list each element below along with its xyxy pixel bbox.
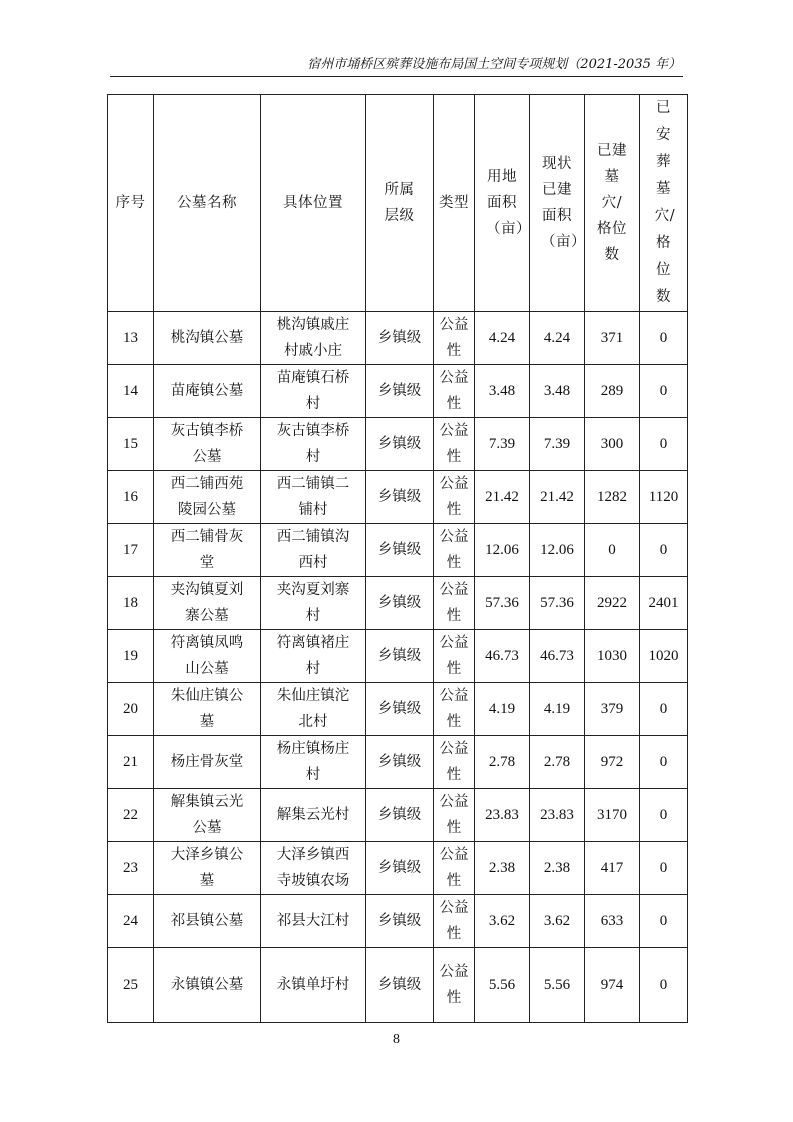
cell-built-area: 2.78 xyxy=(530,736,585,789)
cell-location: 朱仙庄镇沱北村 xyxy=(261,683,366,736)
cell-buried-plots: 0 xyxy=(640,365,688,418)
cell-land-area: 3.62 xyxy=(475,895,530,948)
cell-name: 解集镇云光公墓 xyxy=(154,789,261,842)
cell-built-area: 21.42 xyxy=(530,471,585,524)
table-row xyxy=(108,312,688,365)
table-row xyxy=(108,630,688,683)
col-header-index: 序号 xyxy=(108,95,154,312)
cemetery-table xyxy=(107,94,688,1023)
cell-location: 永镇单圩村 xyxy=(261,948,366,1023)
cell-level: 乡镇级 xyxy=(366,842,434,895)
cell-buried-plots: 0 xyxy=(640,736,688,789)
cell-index: 19 xyxy=(108,630,154,683)
cell-built-area: 12.06 xyxy=(530,524,585,577)
cell-level: 乡镇级 xyxy=(366,418,434,471)
cell-built-area: 4.19 xyxy=(530,683,585,736)
cell-name: 苗庵镇公墓 xyxy=(154,365,261,418)
table-row xyxy=(108,948,688,1023)
table-header-row xyxy=(108,95,688,312)
cell-buried-plots: 0 xyxy=(640,895,688,948)
table-row xyxy=(108,524,688,577)
cell-index: 24 xyxy=(108,895,154,948)
cell-location: 符离镇褚庄村 xyxy=(261,630,366,683)
cell-name: 大泽乡镇公墓 xyxy=(154,842,261,895)
cell-location: 西二铺镇沟西村 xyxy=(261,524,366,577)
cell-name: 西二铺西苑陵园公墓 xyxy=(154,471,261,524)
cell-built-plots: 974 xyxy=(585,948,640,1023)
cell-index: 25 xyxy=(108,948,154,1023)
cell-level: 乡镇级 xyxy=(366,365,434,418)
cell-type: 公益性 xyxy=(434,418,475,471)
cell-built-plots: 379 xyxy=(585,683,640,736)
cell-name: 符离镇凤鸣山公墓 xyxy=(154,630,261,683)
table-row xyxy=(108,577,688,630)
cell-location: 桃沟镇戚庄村戚小庄 xyxy=(261,312,366,365)
cell-type: 公益性 xyxy=(434,895,475,948)
col-header-land-area: 用地面积（亩） xyxy=(475,95,530,312)
cell-index: 13 xyxy=(108,312,154,365)
cell-name: 永镇镇公墓 xyxy=(154,948,261,1023)
cell-index: 21 xyxy=(108,736,154,789)
table-row xyxy=(108,365,688,418)
cell-type: 公益性 xyxy=(434,683,475,736)
col-header-level: 所属层级 xyxy=(366,95,434,312)
cell-type: 公益性 xyxy=(434,842,475,895)
cell-buried-plots: 1020 xyxy=(640,630,688,683)
cell-type: 公益性 xyxy=(434,471,475,524)
cell-name: 桃沟镇公墓 xyxy=(154,312,261,365)
col-header-built-plots: 已建墓穴/格位数 xyxy=(585,95,640,312)
cell-index: 23 xyxy=(108,842,154,895)
cell-type: 公益性 xyxy=(434,577,475,630)
cell-built-area: 57.36 xyxy=(530,577,585,630)
cell-name: 朱仙庄镇公墓 xyxy=(154,683,261,736)
cell-location: 祁县大江村 xyxy=(261,895,366,948)
cell-type: 公益性 xyxy=(434,365,475,418)
cell-index: 16 xyxy=(108,471,154,524)
cell-level: 乡镇级 xyxy=(366,471,434,524)
cell-index: 14 xyxy=(108,365,154,418)
cell-buried-plots: 1120 xyxy=(640,471,688,524)
cell-land-area: 2.78 xyxy=(475,736,530,789)
table-row xyxy=(108,895,688,948)
cell-buried-plots: 0 xyxy=(640,683,688,736)
cell-built-plots: 972 xyxy=(585,736,640,789)
cell-built-plots: 1282 xyxy=(585,471,640,524)
cell-location: 解集云光村 xyxy=(261,789,366,842)
cell-land-area: 57.36 xyxy=(475,577,530,630)
cell-buried-plots: 0 xyxy=(640,948,688,1023)
cell-buried-plots: 0 xyxy=(640,312,688,365)
table-row xyxy=(108,471,688,524)
header-rule xyxy=(110,76,683,77)
cell-built-area: 2.38 xyxy=(530,842,585,895)
cell-built-plots: 289 xyxy=(585,365,640,418)
cell-type: 公益性 xyxy=(434,736,475,789)
cell-land-area: 4.19 xyxy=(475,683,530,736)
cell-location: 杨庄镇杨庄村 xyxy=(261,736,366,789)
cell-land-area: 23.83 xyxy=(475,789,530,842)
cell-built-area: 3.48 xyxy=(530,365,585,418)
cell-name: 杨庄骨灰堂 xyxy=(154,736,261,789)
cell-built-area: 7.39 xyxy=(530,418,585,471)
cell-built-plots: 0 xyxy=(585,524,640,577)
cell-level: 乡镇级 xyxy=(366,736,434,789)
cell-location: 苗庵镇石桥村 xyxy=(261,365,366,418)
cell-built-plots: 633 xyxy=(585,895,640,948)
cell-index: 17 xyxy=(108,524,154,577)
cell-land-area: 7.39 xyxy=(475,418,530,471)
cell-built-plots: 3170 xyxy=(585,789,640,842)
cell-built-plots: 300 xyxy=(585,418,640,471)
col-header-name: 公墓名称 xyxy=(154,95,261,312)
cell-index: 18 xyxy=(108,577,154,630)
cell-level: 乡镇级 xyxy=(366,948,434,1023)
cell-built-area: 3.62 xyxy=(530,895,585,948)
cell-location: 夹沟夏刘寨村 xyxy=(261,577,366,630)
table-row xyxy=(108,418,688,471)
cell-level: 乡镇级 xyxy=(366,577,434,630)
cell-built-area: 5.56 xyxy=(530,948,585,1023)
cell-level: 乡镇级 xyxy=(366,312,434,365)
cell-level: 乡镇级 xyxy=(366,789,434,842)
cell-buried-plots: 0 xyxy=(640,524,688,577)
cell-name: 西二铺骨灰堂 xyxy=(154,524,261,577)
cell-land-area: 5.56 xyxy=(475,948,530,1023)
cell-land-area: 4.24 xyxy=(475,312,530,365)
cell-level: 乡镇级 xyxy=(366,683,434,736)
cell-land-area: 3.48 xyxy=(475,365,530,418)
page-number: 8 xyxy=(393,1032,400,1047)
running-header: 宿州市埇桥区殡葬设施布局国土空间专项规划（2021-2035 年） xyxy=(307,57,681,72)
cell-type: 公益性 xyxy=(434,312,475,365)
cell-name: 祁县镇公墓 xyxy=(154,895,261,948)
table-row xyxy=(108,683,688,736)
cell-land-area: 12.06 xyxy=(475,524,530,577)
cell-level: 乡镇级 xyxy=(366,630,434,683)
cell-type: 公益性 xyxy=(434,789,475,842)
cell-location: 灰古镇李桥村 xyxy=(261,418,366,471)
cell-name: 夹沟镇夏刘寨公墓 xyxy=(154,577,261,630)
col-header-location: 具体位置 xyxy=(261,95,366,312)
col-header-built-area: 现状已建面积（亩） xyxy=(530,95,585,312)
cell-name: 灰古镇李桥公墓 xyxy=(154,418,261,471)
cell-built-area: 4.24 xyxy=(530,312,585,365)
cell-land-area: 21.42 xyxy=(475,471,530,524)
cell-buried-plots: 0 xyxy=(640,789,688,842)
cell-level: 乡镇级 xyxy=(366,524,434,577)
cell-built-plots: 1030 xyxy=(585,630,640,683)
cell-buried-plots: 0 xyxy=(640,842,688,895)
cell-type: 公益性 xyxy=(434,524,475,577)
col-header-buried-plots: 已安葬墓穴/格位数 xyxy=(640,95,688,312)
cell-type: 公益性 xyxy=(434,948,475,1023)
cell-built-plots: 2922 xyxy=(585,577,640,630)
cell-index: 15 xyxy=(108,418,154,471)
cell-location: 西二铺镇二铺村 xyxy=(261,471,366,524)
cell-buried-plots: 2401 xyxy=(640,577,688,630)
cell-index: 20 xyxy=(108,683,154,736)
cell-location: 大泽乡镇西寺坡镇农场 xyxy=(261,842,366,895)
col-header-type: 类型 xyxy=(434,95,475,312)
cell-built-area: 46.73 xyxy=(530,630,585,683)
cell-land-area: 46.73 xyxy=(475,630,530,683)
cell-built-plots: 417 xyxy=(585,842,640,895)
table-row xyxy=(108,789,688,842)
cell-built-area: 23.83 xyxy=(530,789,585,842)
cell-land-area: 2.38 xyxy=(475,842,530,895)
table-row xyxy=(108,736,688,789)
cell-level: 乡镇级 xyxy=(366,895,434,948)
table-row xyxy=(108,842,688,895)
cell-built-plots: 371 xyxy=(585,312,640,365)
cell-index: 22 xyxy=(108,789,154,842)
cell-type: 公益性 xyxy=(434,630,475,683)
cell-buried-plots: 0 xyxy=(640,418,688,471)
